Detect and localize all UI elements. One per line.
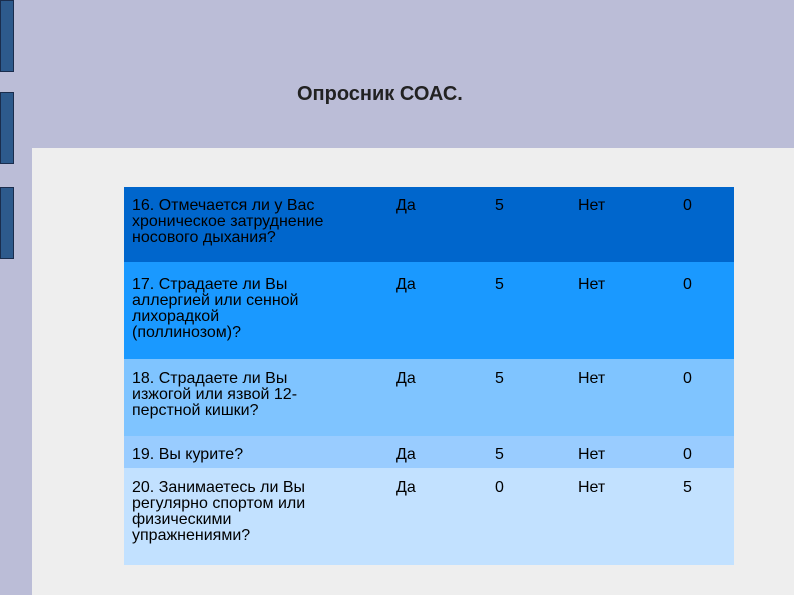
table-row: [124, 262, 734, 359]
yes-label: Да: [396, 446, 416, 463]
yes-points: 5: [495, 446, 504, 463]
no-label: Нет: [578, 446, 606, 463]
no-points: 0: [683, 446, 692, 463]
no-label: Нет: [578, 479, 606, 496]
yes-label: Да: [396, 276, 416, 293]
question-text: 16. Отмечается ли у Вас хроническое затруднение носового дыхания?: [132, 197, 324, 246]
question-text: 19. Вы курите?: [132, 446, 244, 463]
yes-points: 5: [495, 197, 504, 214]
yes-label: Да: [396, 370, 416, 387]
no-label: Нет: [578, 197, 606, 214]
yes-points: 0: [495, 479, 504, 496]
table-row: [124, 187, 734, 262]
page-title: Опросник СОАС.: [297, 83, 463, 105]
no-points: 0: [683, 276, 692, 293]
question-text: 20. Занимаетесь ли Вы регулярно спортом или физическими упражнениями?: [132, 479, 306, 544]
table-row: [124, 359, 734, 436]
decorative-bar-2: [0, 92, 14, 164]
yes-label: Да: [396, 197, 416, 214]
no-points: 5: [683, 479, 692, 496]
no-points: 0: [683, 370, 692, 387]
no-points: 0: [683, 197, 692, 214]
table-row: [124, 436, 734, 468]
no-label: Нет: [578, 276, 606, 293]
question-text: 18. Страдаете ли Вы изжогой или язвой 12- перстной кишки?: [132, 370, 298, 419]
yes-points: 5: [495, 276, 504, 293]
question-text: 17. Страдаете ли Вы аллергией или сенной лихорадкой (поллинозом)?: [132, 276, 299, 341]
yes-label: Да: [396, 479, 416, 496]
decorative-bar-1: [0, 0, 14, 72]
questionnaire-table: [124, 187, 734, 565]
decorative-bar-3: [0, 187, 14, 259]
yes-points: 5: [495, 370, 504, 387]
no-label: Нет: [578, 370, 606, 387]
table-row: [124, 468, 734, 565]
